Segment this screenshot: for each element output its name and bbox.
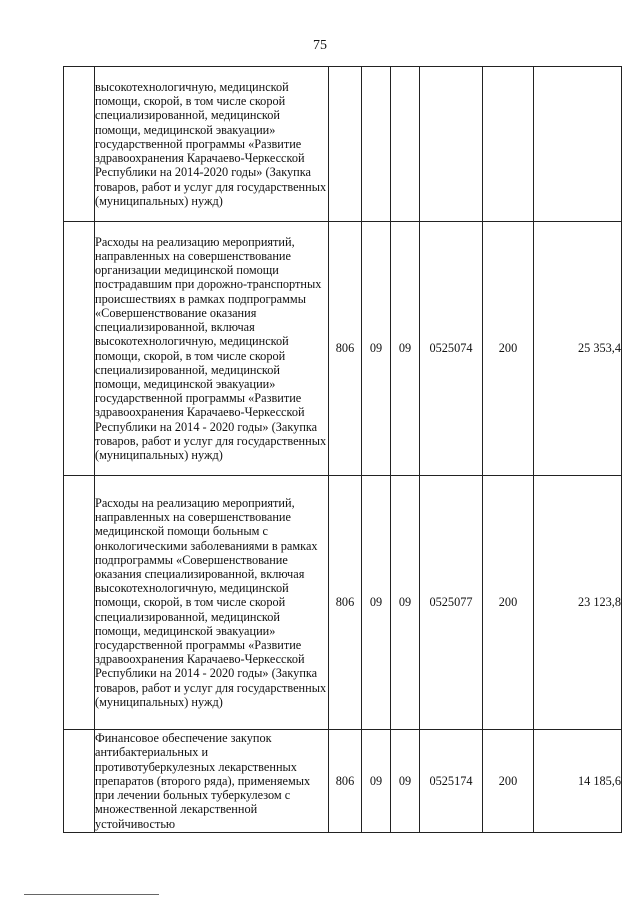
description-cell: Финансовое обеспечение закупок антибактериальных и противотуберкулезных лекарственных препаратов (второго ряда), применяемых при лечении больных туберкулезом с множественной лекарственной устойчивостью bbox=[95, 730, 329, 833]
subsection-code-cell: 09 bbox=[391, 222, 420, 476]
subsection-code-cell bbox=[391, 67, 420, 222]
table-row bbox=[64, 222, 622, 476]
row-number-cell bbox=[64, 730, 95, 833]
footer-divider bbox=[24, 894, 159, 895]
ministry-code-cell bbox=[329, 67, 362, 222]
amount-cell: 14 185,6 bbox=[534, 730, 622, 833]
ministry-code-cell: 806 bbox=[329, 222, 362, 476]
page-number: 75 bbox=[313, 38, 327, 53]
description-cell: высокотехнологичную, медицинской помощи, скорой, в том числе скорой специализированной, медицинской помощи, медицинской эвакуации» государственной программы «Развитие здравоохранения Карачаево-Черкесской Республики на 2014-2020 годы» (Закупка товаров, работ и услуг для государственных (муниципальных) нужд) bbox=[95, 67, 329, 222]
row-number-cell bbox=[64, 476, 95, 730]
table-row bbox=[64, 730, 622, 833]
target-article-cell bbox=[420, 67, 483, 222]
row-number-cell bbox=[64, 222, 95, 476]
amount-cell bbox=[534, 67, 622, 222]
ministry-code-cell: 806 bbox=[329, 730, 362, 833]
section-code-cell: 09 bbox=[362, 730, 391, 833]
expense-type-cell: 200 bbox=[483, 730, 534, 833]
expense-type-cell: 200 bbox=[483, 222, 534, 476]
amount-cell: 23 123,8 bbox=[534, 476, 622, 730]
description-cell: Расходы на реализацию мероприятий, направленных на совершенствование организации медицинской помощи пострадавшим при дорожно-транспортных происшествиях в рамках подпрограммы «Совершенствование оказания специализированной, включая высокотехнологичную, медицинской помощи, скорой, в том числе скорой специализированной, медицинской помощи, медицинской эвакуации» государственной программы «Развитие здравоохранения Карачаево-Черкесской Республики на 2014 - 2020 годы» (Закупка товаров, работ и услуг для государственных (муниципальных) нужд) bbox=[95, 222, 329, 476]
section-code-cell: 09 bbox=[362, 476, 391, 730]
row-number-cell bbox=[64, 67, 95, 222]
table-row bbox=[64, 476, 622, 730]
description-cell: Расходы на реализацию мероприятий, направленных на совершенствование медицинской помощи больным с онкологическими заболеваниями в рамках подпрограммы «Совершенствование оказания специализированной, включая высокотехнологичную, медицинской помощи, скорой, в том числе скорой специализированной, медицинской помощи, медицинской эвакуации» государственной программы «Развитие здравоохранения Карачаево-Черкесской Республики на 2014 - 2020 годы» (Закупка товаров, работ и услуг для государственных (муниципальных) нужд) bbox=[95, 476, 329, 730]
target-article-cell: 0525074 bbox=[420, 222, 483, 476]
expense-type-cell bbox=[483, 67, 534, 222]
subsection-code-cell: 09 bbox=[391, 476, 420, 730]
subsection-code-cell: 09 bbox=[391, 730, 420, 833]
budget-table bbox=[63, 66, 622, 833]
expense-type-cell: 200 bbox=[483, 476, 534, 730]
target-article-cell: 0525077 bbox=[420, 476, 483, 730]
target-article-cell: 0525174 bbox=[420, 730, 483, 833]
ministry-code-cell: 806 bbox=[329, 476, 362, 730]
section-code-cell bbox=[362, 67, 391, 222]
section-code-cell: 09 bbox=[362, 222, 391, 476]
amount-cell: 25 353,4 bbox=[534, 222, 622, 476]
table-row bbox=[64, 67, 622, 222]
